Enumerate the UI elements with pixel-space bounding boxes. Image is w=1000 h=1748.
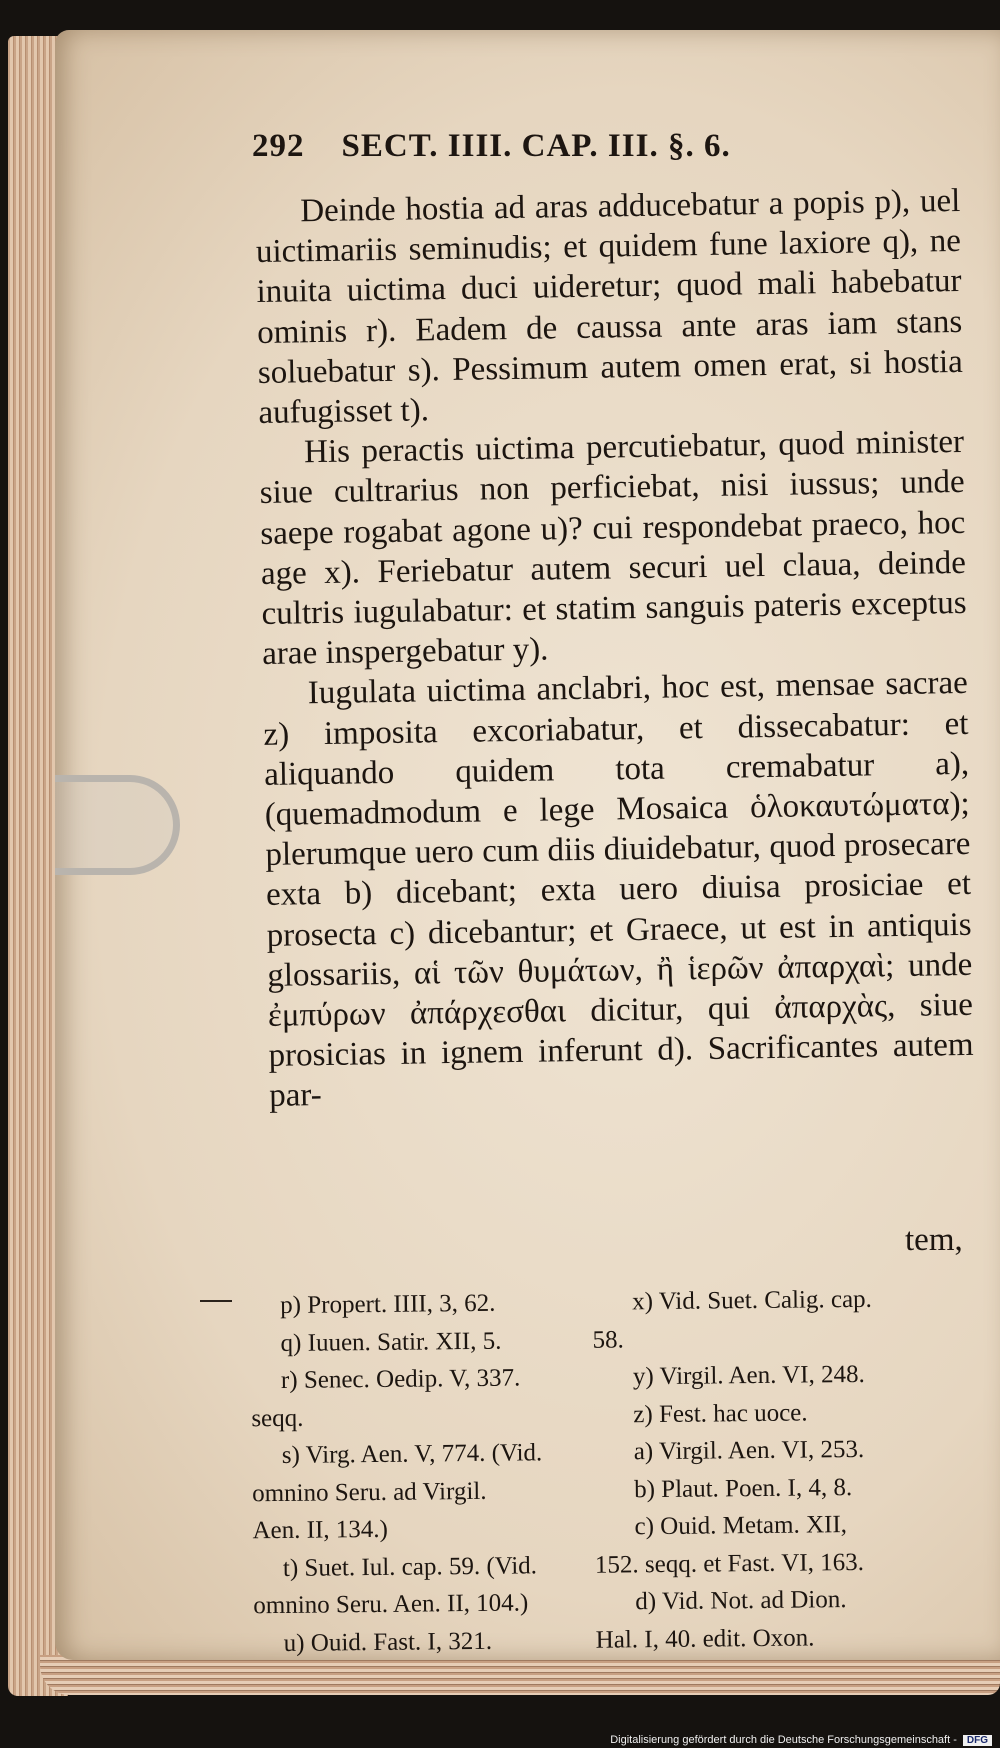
- footnotes-left-column: [251, 1283, 629, 1662]
- footnote-line: a) Virgil. Aen. VI, 253.: [633, 1435, 865, 1466]
- footnote-line: u) Ouid. Fast. I, 321.: [283, 1627, 493, 1657]
- footnote-line: 152. seqq. et Fast. VI, 163.: [594, 1548, 865, 1579]
- page-number: 292: [252, 128, 305, 164]
- paragraph: His peractis uictima percutiebatur, quod minister siue cultrarius non perficiebat, nisi iussus; unde saepe rogabat agone u)? cui respondebat praeco, hoc age x). Feriebatur autem securi uel claua, deinde cultris iugulabatur: et statim sanguis pateris exceptus arae inspergebatur y).: [259, 424, 967, 673]
- paper-clip: [55, 775, 180, 875]
- footnote-line: b) Plaut. Poen. I, 4, 8.: [633, 1473, 853, 1503]
- dfg-logo: DFG: [963, 1735, 992, 1746]
- catchword: tem,: [905, 1222, 963, 1258]
- digitization-credit: [610, 1734, 992, 1746]
- footnote-line: omnino Seru. ad Virgil.: [252, 1477, 487, 1507]
- digitization-note: Digitalisierung gefördert durch die Deutsche Forschungsgemeinschaft -: [610, 1734, 957, 1746]
- footnotes-right-column: [592, 1280, 971, 1658]
- footnote-line: seqq.: [251, 1404, 304, 1432]
- running-head: SECT. IIII. CAP. III. §. 6.: [341, 128, 731, 164]
- footnote-line: d) Vid. Not. ad Dion.: [635, 1586, 847, 1616]
- main-text: [255, 181, 974, 1117]
- footnote-line: t) Suet. Iul. cap. 59. (Vid.: [282, 1551, 538, 1582]
- paragraph: Deinde hostia ad aras adducebatur a popis p), uel uictimariis seminudis; et quidem fune laxiore q), ne inuita uictima duci uideretur; quod mali habebatur ominis r). Eadem de caussa ante aras iam stans soluebatur s). Pessimum autem omen erat, si hostia aufugisset t).: [255, 182, 964, 431]
- footnote-line: 58.: [592, 1325, 624, 1354]
- running-header: [252, 128, 852, 165]
- footnote-separator: [200, 1300, 232, 1302]
- footnote-line: p) Propert. IIII, 3, 62.: [280, 1289, 496, 1319]
- footnote-line: z) Fest. hac uoce.: [633, 1398, 808, 1428]
- footnote-line: q) Iuuen. Satir. XII, 5.: [280, 1327, 502, 1357]
- footnote-line: c) Ouid. Metam. XII,: [634, 1511, 848, 1541]
- footnote-line: r) Senec. Oedip. V, 337.: [280, 1364, 521, 1394]
- page-stack-bottom: [40, 1655, 1000, 1695]
- footnote-line: Hal. I, 40. edit. Oxon.: [595, 1623, 815, 1654]
- footnote-line: y) Virgil. Aen. VI, 248.: [632, 1360, 865, 1391]
- footnote-line: Aen. II, 134.): [252, 1515, 389, 1545]
- footnote-line: omnino Seru. Aen. II, 104.): [253, 1589, 529, 1620]
- paragraph: Iugulata uictima anclabri, hoc est, mensae sacrae z) imposita excoriabatur, et dissecabatur: et aliquando quidem tota cremabatur a), (quemadmodum e lege Mosaica ὁλοκαυτώματα); plerumque uero cum diis diuidebatur, quod prosecare exta b) dicebant; exta uero diuisa prosiciae et prosecta c) dicebantur; et Graece, ut est in antiquis glossariis, αἱ τῶν θυμάτων, ἢ ἱερῶν ἀπαρχαὶ; unde ἐμπύρων ἀπάρχεσθαι dicitur, qui ἀπαρχὰς, siue prosicias in ignem inferunt d). Sacrificantes autem par-: [263, 665, 974, 1115]
- footnote-line: s) Virg. Aen. V, 774. (Vid.: [281, 1439, 543, 1469]
- footnote-line: x) Vid. Suet. Calig. cap.: [632, 1285, 872, 1316]
